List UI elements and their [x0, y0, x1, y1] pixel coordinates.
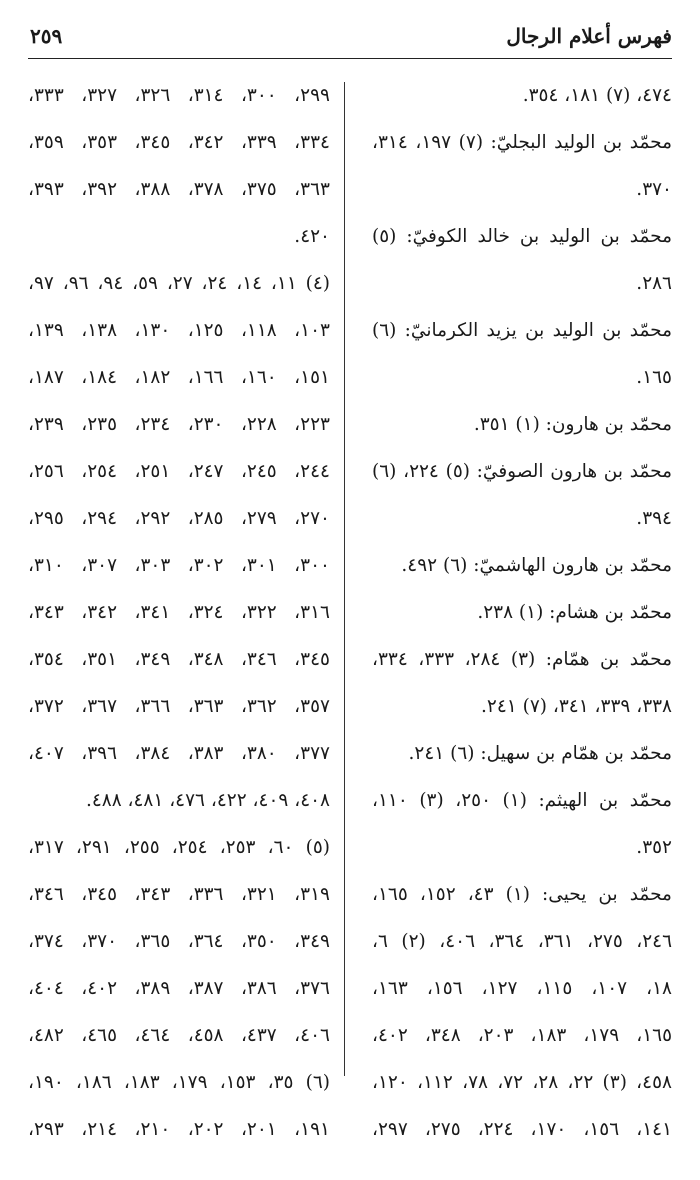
index-line: ٣٠٠، ٣٠١، ٣٠٢، ٣٠٣، ٣٠٧، ٣١٠،	[28, 555, 330, 576]
index-line: ٢٧٠، ٢٧٩، ٢٨٥، ٢٩٢، ٢٩٤، ٢٩٥،	[28, 508, 330, 529]
index-line: ٣٣٨، ٣٣٩، ٣٤١، (٧) ٢٤١.	[481, 696, 672, 717]
index-line: ٤٥٨، (٣) ٢٢، ٢٨، ٧٢، ٧٨، ١١٢، ١٢٠،	[372, 1072, 672, 1093]
index-line: ٤٠٦، ٤٣٧، ٤٥٨، ٤٦٤، ٤٦٥، ٤٨٢،	[28, 1025, 330, 1046]
index-line: محمّد بن هشام: (١) ٢٣٨.	[477, 602, 672, 623]
index-line: محمّد بن يحيى: (١) ٤٣، ١٥٢، ١٦٥،	[372, 884, 672, 905]
index-line: محمّد بن الوليد بن يزيد الكرمانيّ: (٦)	[372, 320, 672, 341]
index-line: ٣٤٥، ٣٤٦، ٣٤٨، ٣٤٩، ٣٥١، ٣٥٤،	[28, 649, 330, 670]
index-line: ٤٠٨، ٤٠٩، ٤٢٢، ٤٧٦، ٤٨١، ٤٨٨.	[85, 790, 330, 811]
index-line: (٤) ١١، ١٤، ٢٤، ٢٧، ٥٩، ٩٤، ٩٦، ٩٧،	[28, 273, 330, 294]
index-line: ١٤١، ١٥٦، ١٧٠، ٢٢٤، ٢٧٥، ٢٩٧،	[372, 1119, 672, 1140]
column-divider	[344, 82, 345, 1076]
index-line: ٤٧٤، (٧) ١٨١، ٣٥٤.	[522, 85, 672, 106]
index-line: ٣٥٢.	[636, 837, 672, 858]
index-line: محمّد بن هارون الصوفيّ: (٥) ٢٢٤، (٦)	[372, 461, 672, 482]
index-line: (٦) ٣٥، ١٥٣، ١٧٩، ١٨٣، ١٨٦، ١٩٠،	[28, 1072, 330, 1093]
index-line: ٣١٦، ٣٢٢، ٣٢٤، ٣٤١، ٣٤٢، ٣٤٣،	[28, 602, 330, 623]
index-line: ١٠٣، ١١٨، ١٢٥، ١٣٠، ١٣٨، ١٣٩،	[28, 320, 330, 341]
index-line: ٣٦٣، ٣٧٥، ٣٧٨، ٣٨٨، ٣٩٢، ٣٩٣،	[28, 179, 330, 200]
index-column-right	[372, 72, 672, 1153]
index-line: ٣٥٧، ٣٦٢، ٣٦٣، ٣٦٦، ٣٦٧، ٣٧٢،	[28, 696, 330, 717]
index-column-left	[28, 72, 330, 1153]
index-line: ٣١٩، ٣٢١، ٣٣٦، ٣٤٣، ٣٤٥، ٣٤٦،	[28, 884, 330, 905]
running-title: فهرس أعلام الرجال	[506, 24, 672, 48]
index-line: ٤٢٠.	[294, 226, 330, 247]
index-line: ٣٧٧، ٣٨٠، ٣٨٣، ٣٨٤، ٣٩٦، ٤٠٧،	[28, 743, 330, 764]
page-header	[28, 18, 672, 59]
index-line: ١٥١، ١٦٠، ١٦٦، ١٨٢، ١٨٤، ١٨٧،	[28, 367, 330, 388]
index-line: ١٩١، ٢٠١، ٢٠٢، ٢١٠، ٢١٤، ٢٩٣،	[28, 1119, 330, 1140]
index-line: محمّد بن الهيثم: (١) ٢٥٠، (٣) ١١٠،	[372, 790, 672, 811]
index-line: محمّد بن همّام بن سهيل: (٦) ٢٤١.	[408, 743, 672, 764]
index-line: ٢٤٤، ٢٤٥، ٢٤٧، ٢٥١، ٢٥٤، ٢٥٦،	[28, 461, 330, 482]
index-line: محمّد بن الوليد البجليّ: (٧) ١٩٧، ٣١٤،	[372, 132, 672, 153]
index-line: (٥) ٦٠، ٢٥٣، ٢٥٤، ٢٥٥، ٢٩١، ٣١٧،	[28, 837, 330, 858]
index-line: ٣٩٤.	[636, 508, 672, 529]
index-line: محمّد بن هارون الهاشميّ: (٦) ٤٩٢.	[401, 555, 672, 576]
index-line: محمّد بن هارون: (١) ٣٥١.	[473, 414, 672, 435]
index-line: ٢٢٣، ٢٢٨، ٢٣٠، ٢٣٤، ٢٣٥، ٢٣٩،	[28, 414, 330, 435]
page-number: ٢٥٩	[30, 24, 63, 48]
index-line: ٣٧٠.	[636, 179, 672, 200]
index-line: ٣٤٩، ٣٥٠، ٣٦٤، ٣٦٥، ٣٧٠، ٣٧٤،	[28, 931, 330, 952]
index-line: ٢٤٦، ٢٧٥، ٣٦١، ٣٦٤، ٤٠٦، (٢) ٦،	[372, 931, 672, 952]
index-line: ٣٧٦، ٣٨٦، ٣٨٧، ٣٨٩، ٤٠٢، ٤٠٤،	[28, 978, 330, 999]
index-line: ٢٩٩، ٣٠٠، ٣١٤، ٣٢٦، ٣٢٧، ٣٣٣،	[28, 85, 330, 106]
index-line: ٢٨٦.	[636, 273, 672, 294]
index-line: ٣٣٤، ٣٣٩، ٣٤٢، ٣٤٥، ٣٥٣، ٣٥٩،	[28, 132, 330, 153]
index-line: ١٦٥.	[636, 367, 672, 388]
index-line: ١٨، ١٠٧، ١١٥، ١٢٧، ١٥٦، ١٦٣،	[372, 978, 672, 999]
index-line: محمّد بن الوليد بن خالد الكوفيّ: (٥)	[372, 226, 672, 247]
index-line: ١٦٥، ١٧٩، ١٨٣، ٢٠٣، ٣٤٨، ٤٠٢،	[372, 1025, 672, 1046]
index-line: محمّد بن همّام: (٣) ٢٨٤، ٣٣٣، ٣٣٤،	[372, 649, 672, 670]
